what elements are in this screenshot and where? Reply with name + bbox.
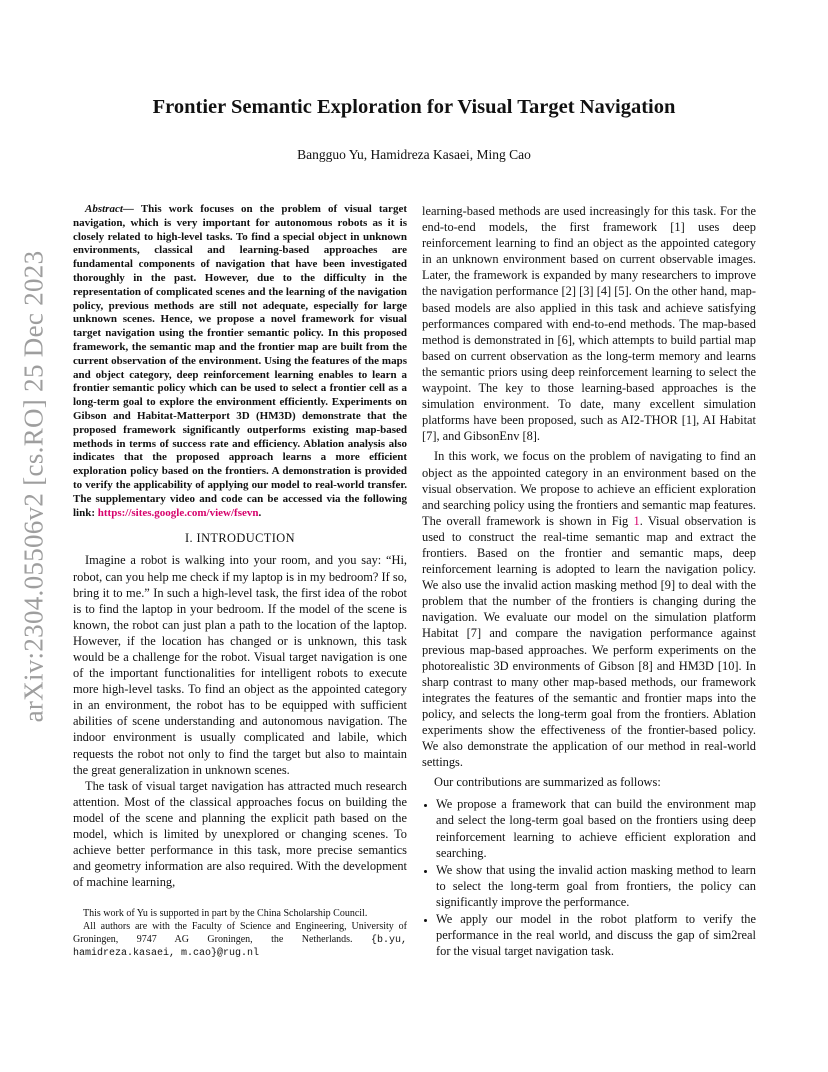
figure-1-reference[interactable]: 1 [633, 513, 640, 528]
intro-paragraph-2: The task of visual target navigation has attracted much research attention. Most of the classical approaches focus on building the model of the scene and planning the explicit path based on the model, which is limited by unexplored or changing scenes. To achieve better performance in this task, more precise semantics and geometry information are also required. With the development of machine learning, [73, 778, 407, 890]
contributions-list [422, 796, 756, 959]
author-emails: {b.yu, hamidreza.kasaei, m.cao}@rug.nl [73, 934, 407, 960]
supplementary-link[interactable]: https://sites.google.com/view/fsevn [97, 506, 259, 519]
arxiv-identifier-stamp [14, 250, 54, 722]
abstract-body: This work focuses on the problem of visual target navigation, which is very important for autonomous robots as it is closely related to high-level tasks. To find a special object in unknown environments, classical and learning-based approaches are fundamental components of navigation that have been investigated thoroughly in the past. However, due to the difficulty in the representation of complicated scenes and the learning of the navigation policy, previous methods are still not adequate, especially for large unknown scenes. Hence, we propose a novel framework for visual target navigation using the frontier semantic policy. In this proposed framework, the semantic map and the frontier map are built from the current observation of the environment. Using the features of the maps and object category, deep reinforcement learning enables to learn a frontier semantic policy which can be used to select a frontier cell as a long-term goal to explore the environment efficiently. Experiments on Gibson and Habitat-Matterport 3D (HM3D) demonstrate that the proposed framework significantly outperforms existing map-based methods in terms of success rate and efficiency. Ablation analysis also indicates that the proposed approach learns a more efficient exploration policy based on the frontiers. A demonstration is provided to verify the applicability of applying our model to real-world transfer. The supplementary video and code can be accessed via the following link: [73, 203, 407, 519]
footnote-funding: This work of Yu is supported in part by the China Scholarship Council. [83, 908, 368, 920]
left-column [73, 203, 407, 961]
contribution-item: • We show that using the invalid action masking method to learn to select the long-term goal from frontiers, the policy can significantly improve the performance. [436, 862, 756, 910]
right-column [422, 203, 756, 960]
abstract: Abstract— This work focuses on the problem of visual target navigation, which is very important for autonomous robots as it is closely related to high-level tasks. To find a special object in unknown environments, classical and learning-based approaches are fundamental components of navigation that have been investigated thoroughly in the past. However, due to the difficulty in the representation of complicated scenes and the learning of the navigation policy, previous methods are still not adequate, especially for large unknown scenes. Hence, we propose a novel framework for visual target navigation using the frontier semantic policy. In this proposed framework, the semantic map and the frontier map are built from the current observation of the environment. Using the features of the maps and object category, deep reinforcement learning enables to learn a frontier semantic policy which can be used to select a frontier cell as a long-term goal to explore the environment efficiently. Experiments on Gibson and Habitat-Matterport 3D (HM3D) demonstrate that the proposed framework significantly outperforms existing map-based methods in terms of success rate and efficiency. Ablation analysis also indicates that the proposed approach learns a more efficient exploration policy based on the frontiers. A demonstration is provided to verify the applicability of applying our model to real-world transfer. The supplementary video and code can be accessed via the following link: https://sites.google.com/view/fsevn. [73, 203, 407, 519]
right-paragraph-2: In this work, we focus on the problem of navigating to find an object as the appointed category in an environment based on the visual observation. We propose to achieve an efficient exploration and searching policy using the frontiers and semantic map features. The overall framework is shown in Fig 1. Visual observation is used to construct the real-time semantic map and extract the frontiers. Based on the frontier and semantic maps, deep reinforcement learning is adopted to learn the navigation policy. We also use the invalid action masking method [9] to deal with the problem that the number of the frontiers is changing during the navigation. We evaluate our model on the simulation platform Habitat [7] and compare the navigation performance against previous map-based approaches. We perform experiments on the photorealistic 3D environments of Gibson [8] and HM3D [10]. In sharp contrast to many other map-based methods, our framework integrates the features of the semantic and frontier maps into the policy, and selects the long-term goal from the frontiers. Ablation experiments show the effectiveness of the frontier-based policy. We also demonstrate the application of our method in real-world settings. [422, 449, 756, 770]
arxiv-identifier-text: arXiv:2304.05506v2 [cs.RO] 25 Dec 2023 [18, 250, 49, 722]
abstract-label: Abstract [85, 203, 123, 215]
paper-authors: Bangguo Yu, Hamidreza Kasaei, Ming Cao [297, 147, 531, 162]
section-heading-introduction: I. INTRODUCTION [185, 531, 295, 546]
footnote-affiliation: All authors are with the Faculty of Science and Engineering, University of Groningen, 9747 AG Groningen, the Netherlands. {b.yu, hamidreza.kasaei, m.cao}@rug.nl [73, 920, 407, 960]
contributions-intro: Our contributions are summarized as follows: [434, 775, 661, 790]
contribution-item: • We propose a framework that can build the environment map and select the long-term goal based on the frontiers using deep reinforcement learning to achieve efficient exploration and searching. [436, 796, 756, 860]
paper-title: Frontier Semantic Exploration for Visual Target Navigation [152, 96, 676, 118]
intro-paragraph-1: Imagine a robot is walking into your room, and you say: “Hi, robot, can you help me check if my laptop is in my bedroom? If so, bring it to me.” In such a high-level task, the first idea of the robot is to find the laptop in your bedroom. If the model of the scene is known, the robot can just plan a path to the location of the laptop. However, if the location has changed or is unknown, this task would be a challenge for the robot. Visual target navigation is one of the important functionalities for intelligent robots to execute more high-level tasks. To find an object as the appointed category in an environment, the robot has to be equipped with sufficient abilities of scene understanding and autonomous navigation. The indoor environment is usually complicated and labile, which requests the robot not only to find the target but also to maintain the great generalization in unknown scenes. [73, 553, 407, 777]
right-paragraph-1: learning-based methods are used increasingly for this task. For the end-to-end models, the first framework [1] uses deep reinforcement learning to find an object as the appointed category in an unknown environment based on current observable images. Later, the framework is expanded by many researchers to improve the navigation performance [2] [3] [4] [5]. On the other hand, map-based models are also applied in this task and achieve satisfying performances compared with end-to-end methods. The map-based method is demonstrated in [6], which attempts to build partial map based on current observation as the long-term memory and learns the semantic priors using deep reinforcement learning to select the waypoint. The key to those learning-based approaches is the simulation environment. To date, many excellent simulation platforms have been proposed, such as AI2-THOR [1], AI Habitat [7], and GibsonEnv [8]. [422, 204, 756, 444]
contribution-item: • We apply our model in the robot platform to verify the performance in the real world, and discuss the gap of sim2real for the visual target navigation task. [436, 911, 756, 959]
